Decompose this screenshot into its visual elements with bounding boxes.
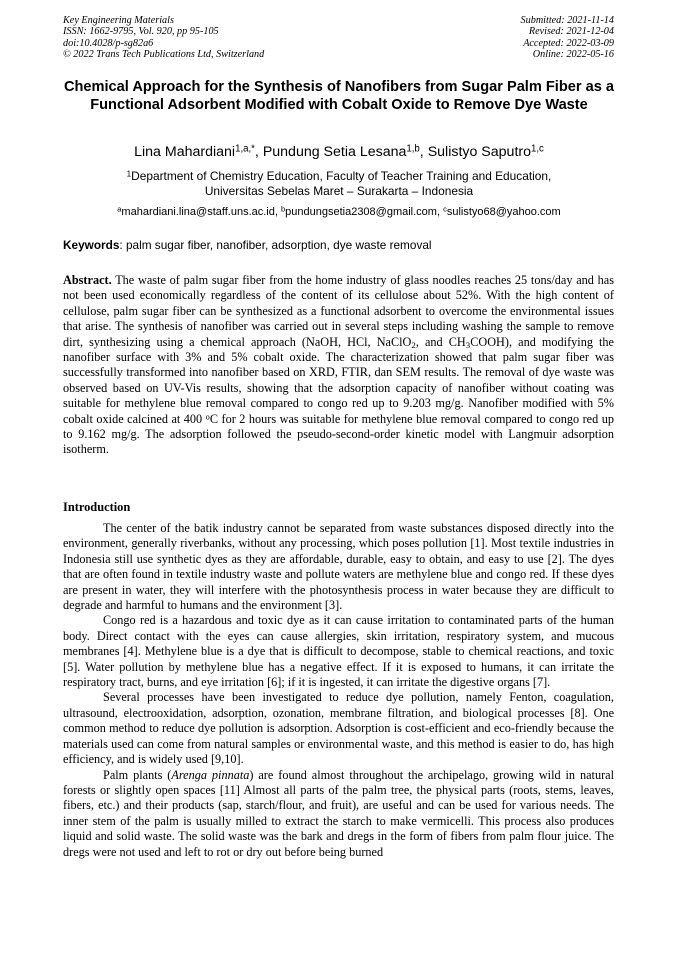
paragraph-text: Palm plants ( [103,767,172,782]
introduction-body [63,521,614,860]
affiliation-line: Universitas Sebelas Maret – Surakarta – Indonesia [204,184,474,199]
author-separator: , [419,144,428,160]
paragraph [63,768,614,860]
paragraph-text: ) are found almost throughout the archipelago, growing wild in natural forests or slightly open spaces [11] Almost all parts of the palm tree, the physical parts (roots, stems, leaves, fibers, etc.) and their products (sap, starch/flour, and fruit), are useful and can be used for various needs. The inner stem of the palm is usually milled to extract the starch to make vermicelli. This process also produces liquid and solid waste. The solid waste was the bark and dregs in the form of fibers from palm flour juice. The dregs were not used and left to rot or dry out before being burned [63,767,614,859]
email-link[interactable]: sulistyo68@yahoo.com [446,206,561,218]
date-online: Online: 2022-05-16 [532,48,614,60]
email-sup: b [280,204,286,214]
paragraph: Several processes have been investigated to reduce dye pollution, namely Fenton, coagulation, ultrasound, electrooxidation, adsorption, ozonation, membrane filtration, and biological processes [8]. One common method to reduce dye pollution is adsorption. Adsorption is cost-efficient and eco-friendly because the materials used can come from natural samples or environmental waste, and this method is easier to do, has high efficiency, and is widely used [9,10]. [63,690,614,767]
email-list [63,205,615,219]
author-sup: 1,c [531,143,544,155]
introduction-heading: Introduction [63,500,131,514]
abstract-text: , and CH [415,334,466,349]
dates-header [521,15,614,60]
email-separator: , [274,206,281,218]
journal-header [63,15,264,60]
paragraph: Congo red is a hazardous and toxic dye as it can cause irritation to contaminated parts of the human body. Direct contact with the eyes can cause allergies, skin irritation, respiratory system, and mucous membranes [4]. Methylene blue is a dye that is difficult to decompose, stable to chemical reactions, and toxic [5]. Water pollution by methylene blue has a negative effect. If it is exposed to humans, it can irritate the respiratory tract, burns, and eye irritation [6]; if it is ingested, it can irritate the digestive organs [7]. [63,613,614,690]
journal-issn: ISSN: 1662-9795, Vol. 920, pp 95-105 [63,26,219,38]
abstract-degree-sup: o [205,411,210,421]
abstract-text: The waste of palm sugar fiber from the home industry of glass noodles reaches 25 tons/day and has not been used economically regardless of the content of its cellulose about 52%. With the high content of cellulose, palm sugar fiber can be synthesized as a functional adsorbent to overcome the environmental issues that arise. The synthesis of nanofiber was carried out in several steps including washing the sample to remove dirt, synthesizing using a chemical approach (NaOH, HCl, NaClO [63,273,614,349]
abstract-subscript: 2 [411,339,416,350]
author-list [63,143,615,161]
abstract [63,273,614,458]
date-accepted: Accepted: 2022-03-09 [523,37,614,49]
journal-name: Key Engineering Materials [63,15,174,26]
affiliation [63,169,615,199]
abstract-subscript: 3 [465,339,471,350]
author-name: Sulistyo Saputro [427,144,531,160]
paragraph: The center of the batik industry cannot be separated from waste substances disposed directly into the environment, generally riverbanks, without any processing, which poses pollution [1]. Most textile industries in Indonesia still use synthetic dyes as they are affordable, durable, easy to obtain, and easy to use [2]. The dyes that are often found in textile industry waste and pollute waters are methylene blue and congo red. If these dyes are present in water, they will interfere with the photosynthesis process in water because they are difficult to degrade and harmful to humans and the environment [3]. [63,521,614,613]
paper-title: Chemical Approach for the Synthesis of Nanofibers from Sugar Palm Fiber as a Functional Adsorbent Modified with Cobalt Oxide to Remove Dye Waste [63,79,615,114]
abstract-label: Abstract. [63,273,112,287]
email-sup: c [443,204,447,214]
author-sup: 1,b [406,143,420,155]
keywords-label: Keywords [63,238,120,252]
affiliation-line: Department of Chemistry Education, Faculty of Teacher Training and Education, [131,169,552,183]
author-name: Pundung Setia Lesana [262,144,407,160]
date-submitted: Submitted: 2021-11-14 [520,15,614,26]
journal-copyright: © 2022 Trans Tech Publications Ltd, Switzerland [63,48,265,60]
email-separator: , [436,206,444,218]
email-link[interactable]: pundungsetia2308@gmail.com [285,206,437,218]
abstract-text: COOH), and modifying the nanofiber surface with 3% and 5% cobalt oxide. The characterization showed that palm sugar fiber was successfully transformed into nanofiber based on XRD, FTIR, dan SEM results. The removal of dye waste was observed based on UV-Vis results, showing that the adsorption capacity of nanofiber without coating was suitable for methylene blue removal compared to congo red up to 9.203 mg/g. Nanofiber modified with 5% cobalt oxide calcined at 400 [63,334,614,426]
email-link[interactable]: mahardiani.lina@staff.uns.ac.id [121,206,275,218]
abstract-text: C for 2 hours was suitable for methylene blue removal compared to congo red up to 9.162 mg/g. The adsorption followed the pseudo-second-order kinetic model with Langmuir adsorption isotherm. [63,411,614,457]
author-sup: 1,a,* [235,143,255,155]
journal-doi[interactable]: doi:10.4028/p-sg82a6 [63,37,154,49]
keywords [63,238,615,253]
keywords-text: : palm sugar fiber, nanofiber, adsorption, dye waste removal [119,238,432,252]
date-revised: Revised: 2021-12-04 [528,26,614,38]
email-sup: a [117,204,122,214]
species-name: Arenga pinnata [171,767,250,782]
affiliation-sup: 1 [126,169,132,179]
author-separator: , [254,144,263,160]
author-name: Lina Mahardiani [134,144,236,160]
